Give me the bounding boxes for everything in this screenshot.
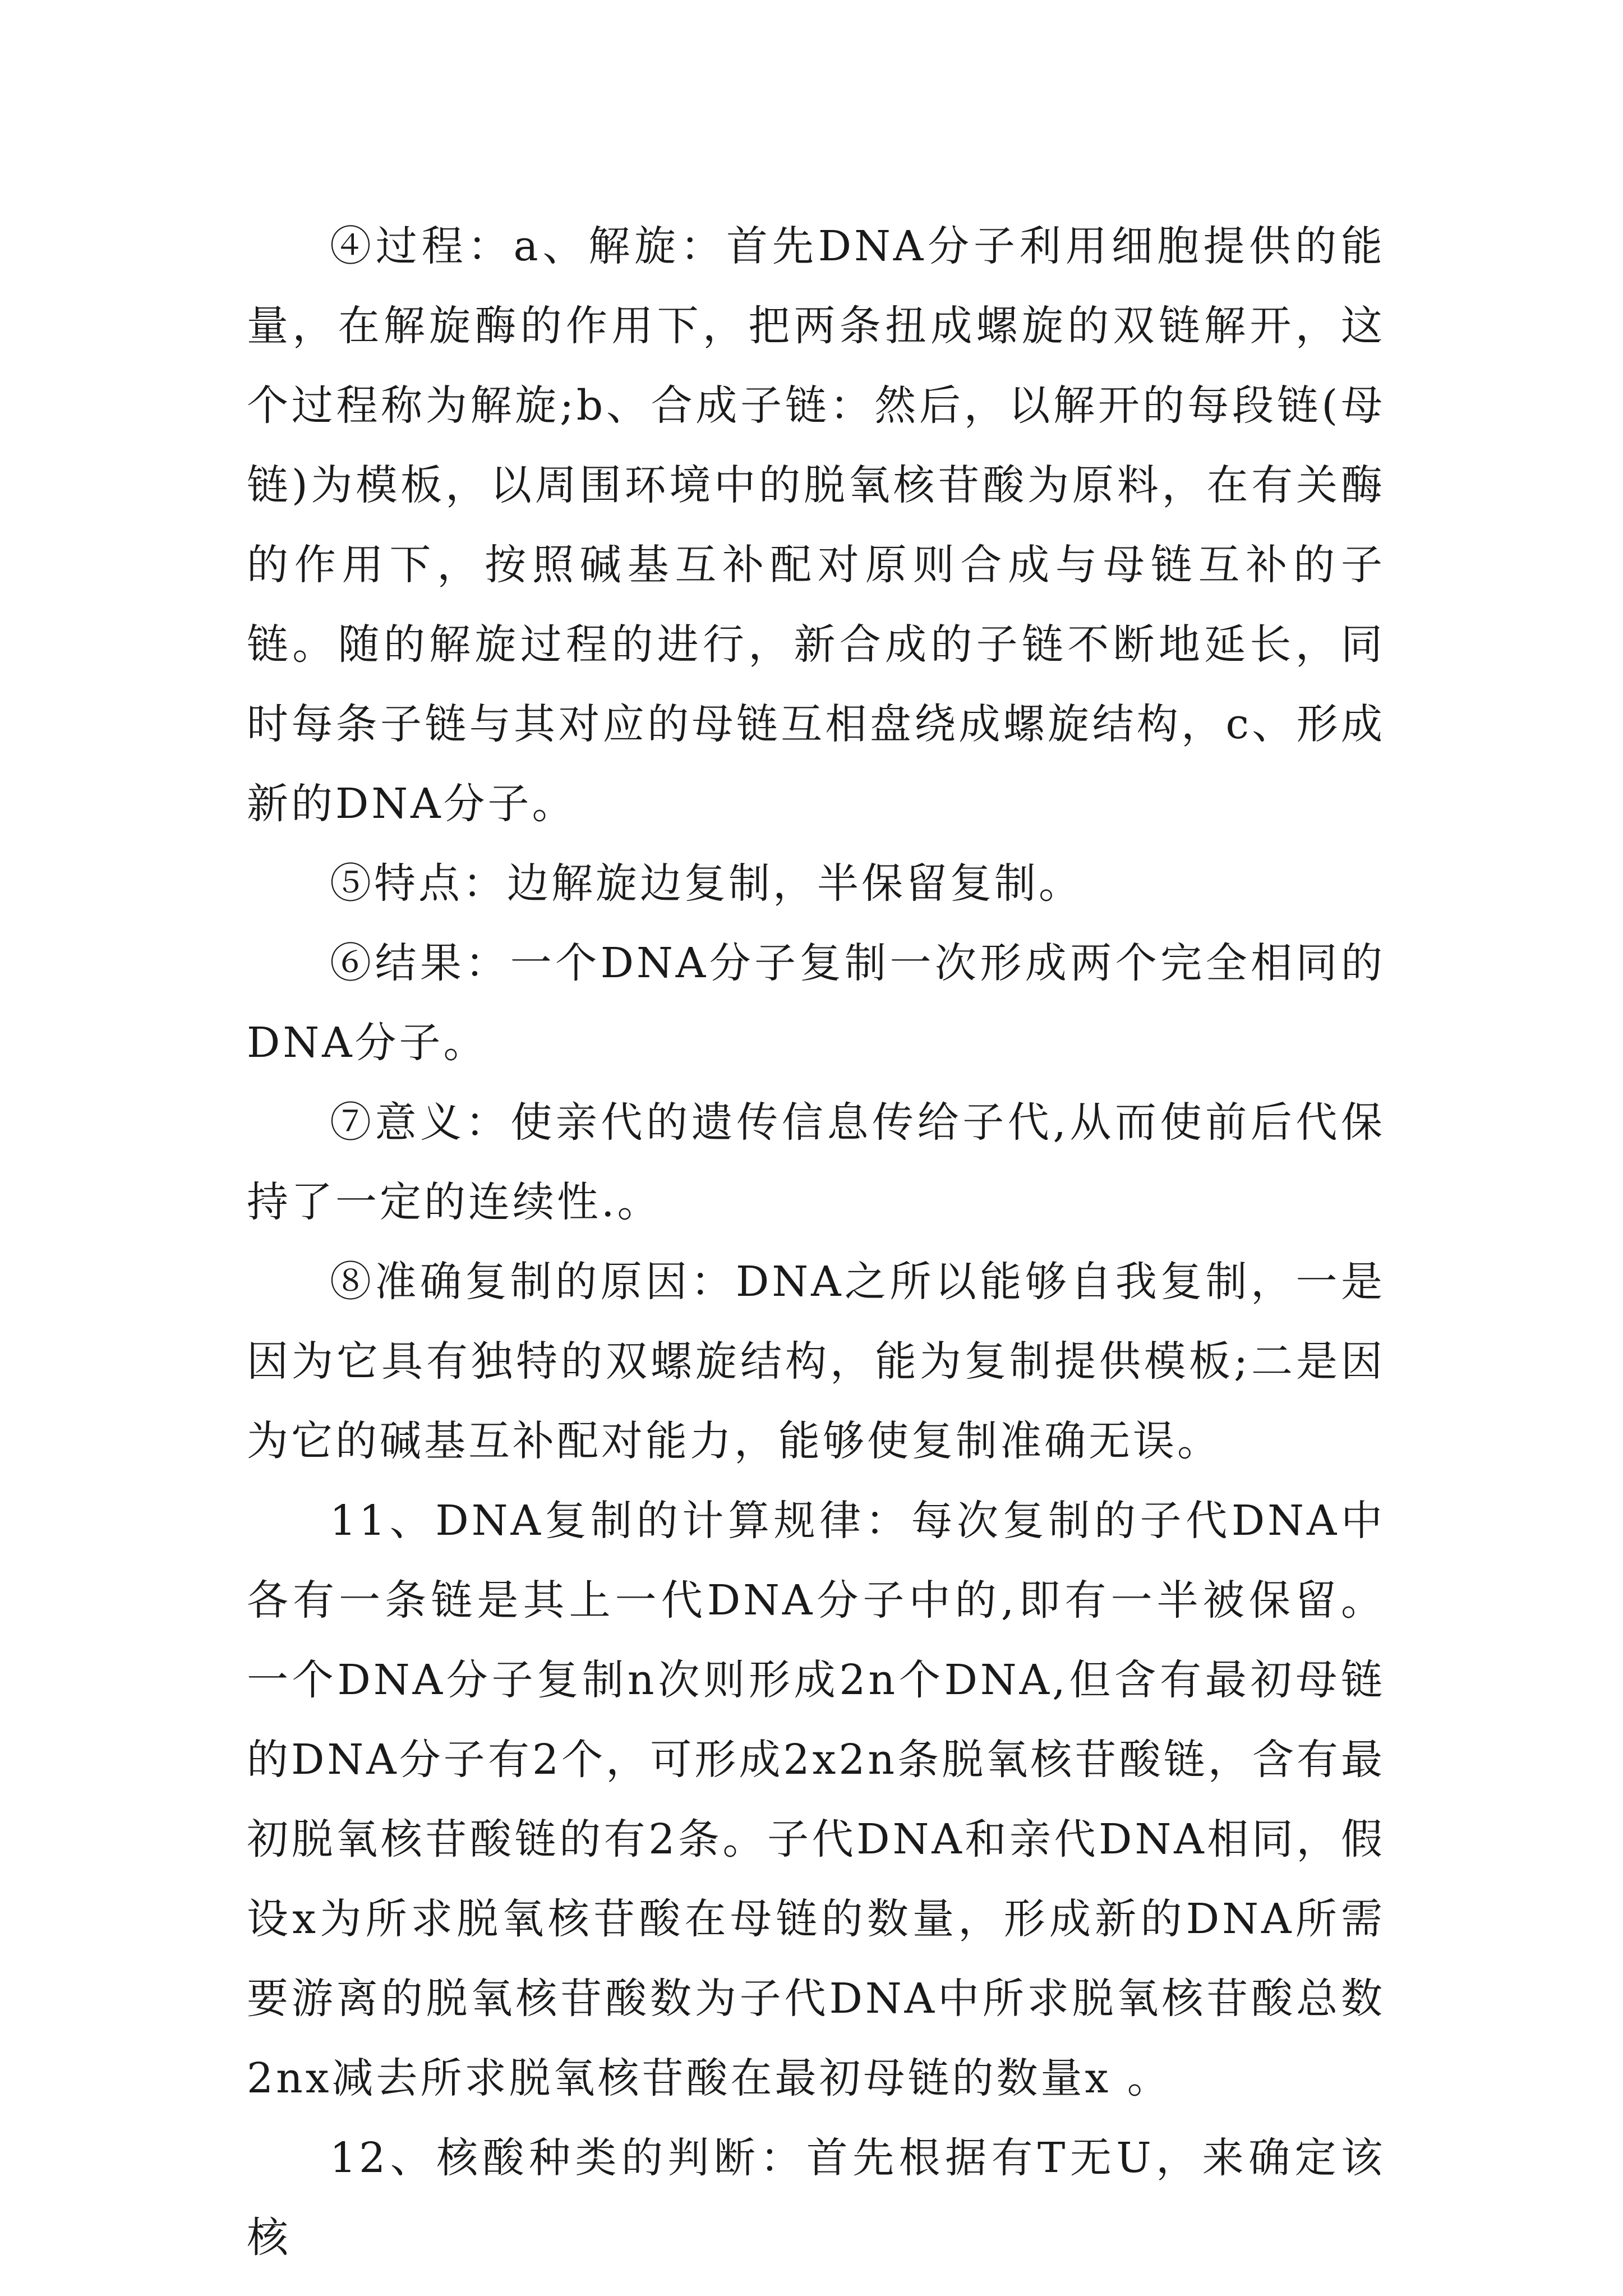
paragraph-accurate-replication-reason: ⑧准确复制的原因：DNA之所以能够自我复制，一是因为它具有独特的双螺旋结构，能为复制提供模板;二是因为它的碱基互补配对能力，能够使复制准确无误。: [247, 1258, 1385, 1465]
paragraph-nucleic-acid-type: 12、核酸种类的判断：首先根据有T无U，来确定该核: [247, 2134, 1385, 2262]
paragraph-replication-process: ④过程：a、解旋：首先DNA分子利用细胞提供的能量，在解旋酶的作用下，把两条扭成螺旋的双链解开，这个过程称为解旋;b、合成子链：然后，以解开的每段链(母链)为模板，以周围环境中的脱氧核苷酸为原料，在有关酶的作用下，按照碱基互补配对原则合成与母链互补的子链。随的解旋过程的进行，新合成的子链不断地延长，同时每条子链与其对应的母链互相盘绕成螺旋结构，c、形成新的DNA分子。: [247, 222, 1385, 828]
paragraph-replication-significance: ⑦意义：使亲代的遗传信息传给子代,从而使前后代保持了一定的连续性.。: [247, 1098, 1385, 1226]
document-body: [247, 206, 1385, 2277]
paragraph-replication-result: ⑥结果：一个DNA分子复制一次形成两个完全相同的DNA分子。: [247, 939, 1385, 1067]
paragraph-replication-features: ⑤特点：边解旋边复制，半保留复制。: [330, 859, 1083, 908]
paragraph-replication-calculation: 11、DNA复制的计算规律：每次复制的子代DNA中各有一条链是其上一代DNA分子中的,即有一半被保留。一个DNA分子复制n次则形成2n个DNA,但含有最初母链的DNA分子有2个，可形成2x2n条脱氧核苷酸链，含有最初脱氧核苷酸链的有2条。子代DNA和亲代DNA相同，假设x为所求脱氧核苷酸在母链的数量，形成新的DNA所需要游离的脱氧核苷酸数为子代DNA中所求脱氧核苷酸总数2nx减去所求脱氧核苷酸在最初母链的数量x 。: [247, 1497, 1385, 2102]
